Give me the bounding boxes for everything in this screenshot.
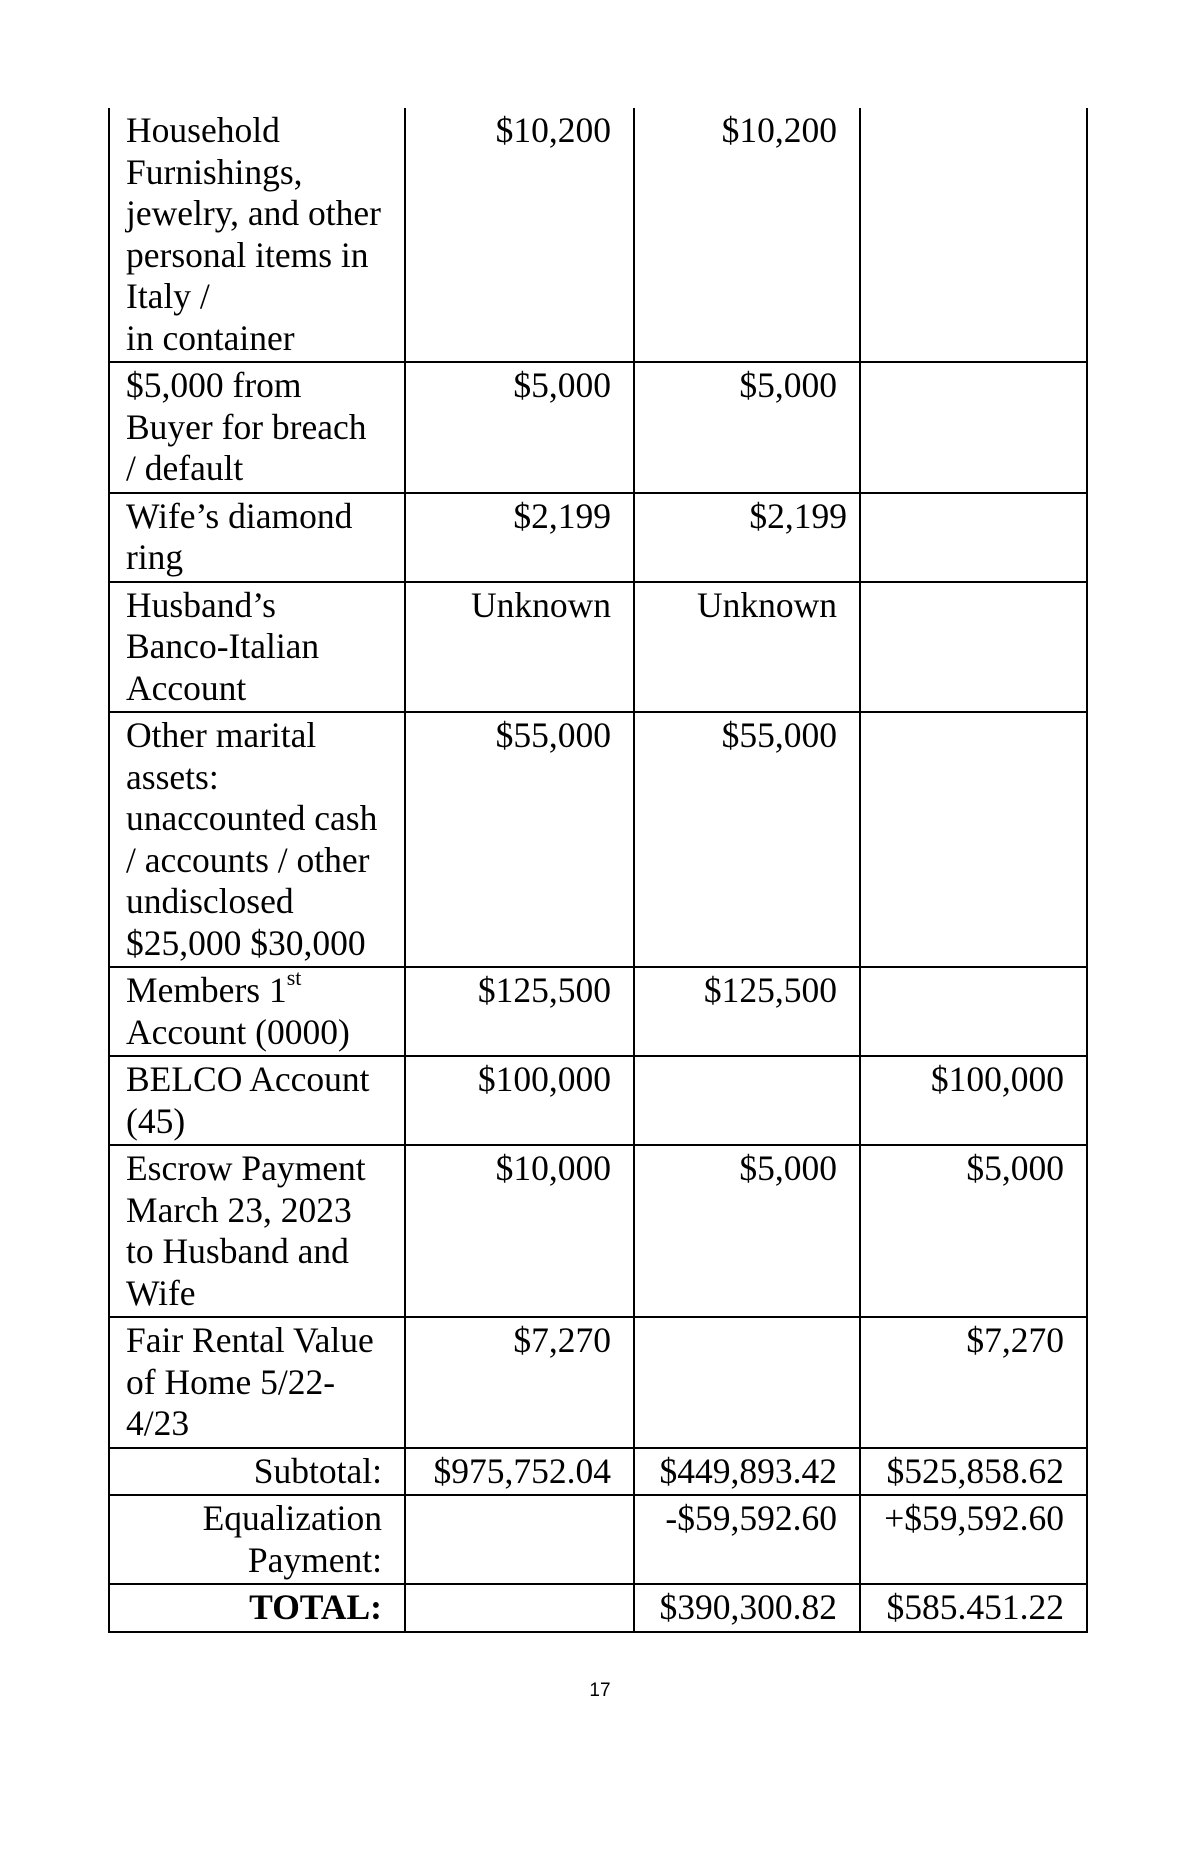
- grand-total-wife-cell: $585.451.22: [860, 1584, 1087, 1632]
- table-row: [109, 582, 1087, 713]
- subtotal-husband-cell: $449,893.42: [634, 1448, 860, 1496]
- table-row: [109, 362, 1087, 493]
- equalization-wife-cell: +$59,592.60: [860, 1495, 1087, 1584]
- table-row: [109, 493, 1087, 582]
- total-value-cell: $10,200: [405, 108, 634, 362]
- husband-value-cell: $5,000: [634, 1145, 860, 1317]
- husband-value-cell: $5,000: [634, 362, 860, 493]
- wife-value-cell: [860, 967, 1087, 1056]
- asset-description-cell: Fair Rental Value of Home 5/22- 4/23: [109, 1317, 405, 1448]
- wife-value-cell: [860, 712, 1087, 967]
- asset-description-cell: $5,000 from Buyer for breach / default: [109, 362, 405, 493]
- grand-total-row: [109, 1584, 1087, 1632]
- equalization-label: Equalization Payment:: [109, 1495, 405, 1584]
- husband-value-cell: $55,000: [634, 712, 860, 967]
- marital-assets-table: [108, 108, 1088, 1633]
- total-value-cell: $5,000: [405, 362, 634, 493]
- subtotal-row: [109, 1448, 1087, 1496]
- equalization-row: [109, 1495, 1087, 1584]
- husband-value-cell: $125,500: [634, 967, 860, 1056]
- asset-description-cell: Escrow Payment March 23, 2023 to Husband and Wife: [109, 1145, 405, 1317]
- wife-value-cell: [860, 108, 1087, 362]
- wife-value-cell: $7,270: [860, 1317, 1087, 1448]
- wife-value-cell: [860, 493, 1087, 582]
- husband-value-cell: Unknown: [634, 582, 860, 713]
- table-row: [109, 1317, 1087, 1448]
- asset-description-cell: Husband’s Banco-Italian Account: [109, 582, 405, 713]
- table-row: [109, 108, 1087, 362]
- husband-value-cell: $10,200: [634, 108, 860, 362]
- asset-description-cell: Other marital assets: unaccounted cash / accounts / other undisclosed $25,000 $30,000: [109, 712, 405, 967]
- total-value-cell: $100,000: [405, 1056, 634, 1145]
- husband-value-cell: $2,199: [634, 493, 860, 582]
- equalization-total-cell: [405, 1495, 634, 1584]
- table-row: [109, 967, 1087, 1056]
- husband-value-cell: [634, 1317, 860, 1448]
- wife-value-cell: [860, 362, 1087, 493]
- subtotal-total-cell: $975,752.04: [405, 1448, 634, 1496]
- husband-value-cell: [634, 1056, 860, 1145]
- grand-total-total-cell: [405, 1584, 634, 1632]
- total-value-cell: $10,000: [405, 1145, 634, 1317]
- page-number: 17: [589, 1680, 611, 1701]
- grand-total-label: TOTAL:: [109, 1584, 405, 1632]
- wife-value-cell: $100,000: [860, 1056, 1087, 1145]
- asset-description-cell: Household Furnishings, jewelry, and other personal items in Italy / in container: [109, 108, 405, 362]
- asset-description-cell: BELCO Account (45): [109, 1056, 405, 1145]
- equalization-husband-cell: -$59,592.60: [634, 1495, 860, 1584]
- total-value-cell: Unknown: [405, 582, 634, 713]
- wife-value-cell: $5,000: [860, 1145, 1087, 1317]
- grand-total-husband-cell: $390,300.82: [634, 1584, 860, 1632]
- total-value-cell: $2,199: [405, 493, 634, 582]
- table-row: [109, 712, 1087, 967]
- total-value-cell: $7,270: [405, 1317, 634, 1448]
- total-value-cell: $125,500: [405, 967, 634, 1056]
- total-value-cell: $55,000: [405, 712, 634, 967]
- asset-description-cell: Members 1st Account (0000): [109, 967, 405, 1056]
- table-row: [109, 1145, 1087, 1317]
- asset-description-cell: Wife’s diamond ring: [109, 493, 405, 582]
- subtotal-wife-cell: $525,858.62: [860, 1448, 1087, 1496]
- wife-value-cell: [860, 582, 1087, 713]
- table-row: [109, 1056, 1087, 1145]
- subtotal-label: Subtotal:: [109, 1448, 405, 1496]
